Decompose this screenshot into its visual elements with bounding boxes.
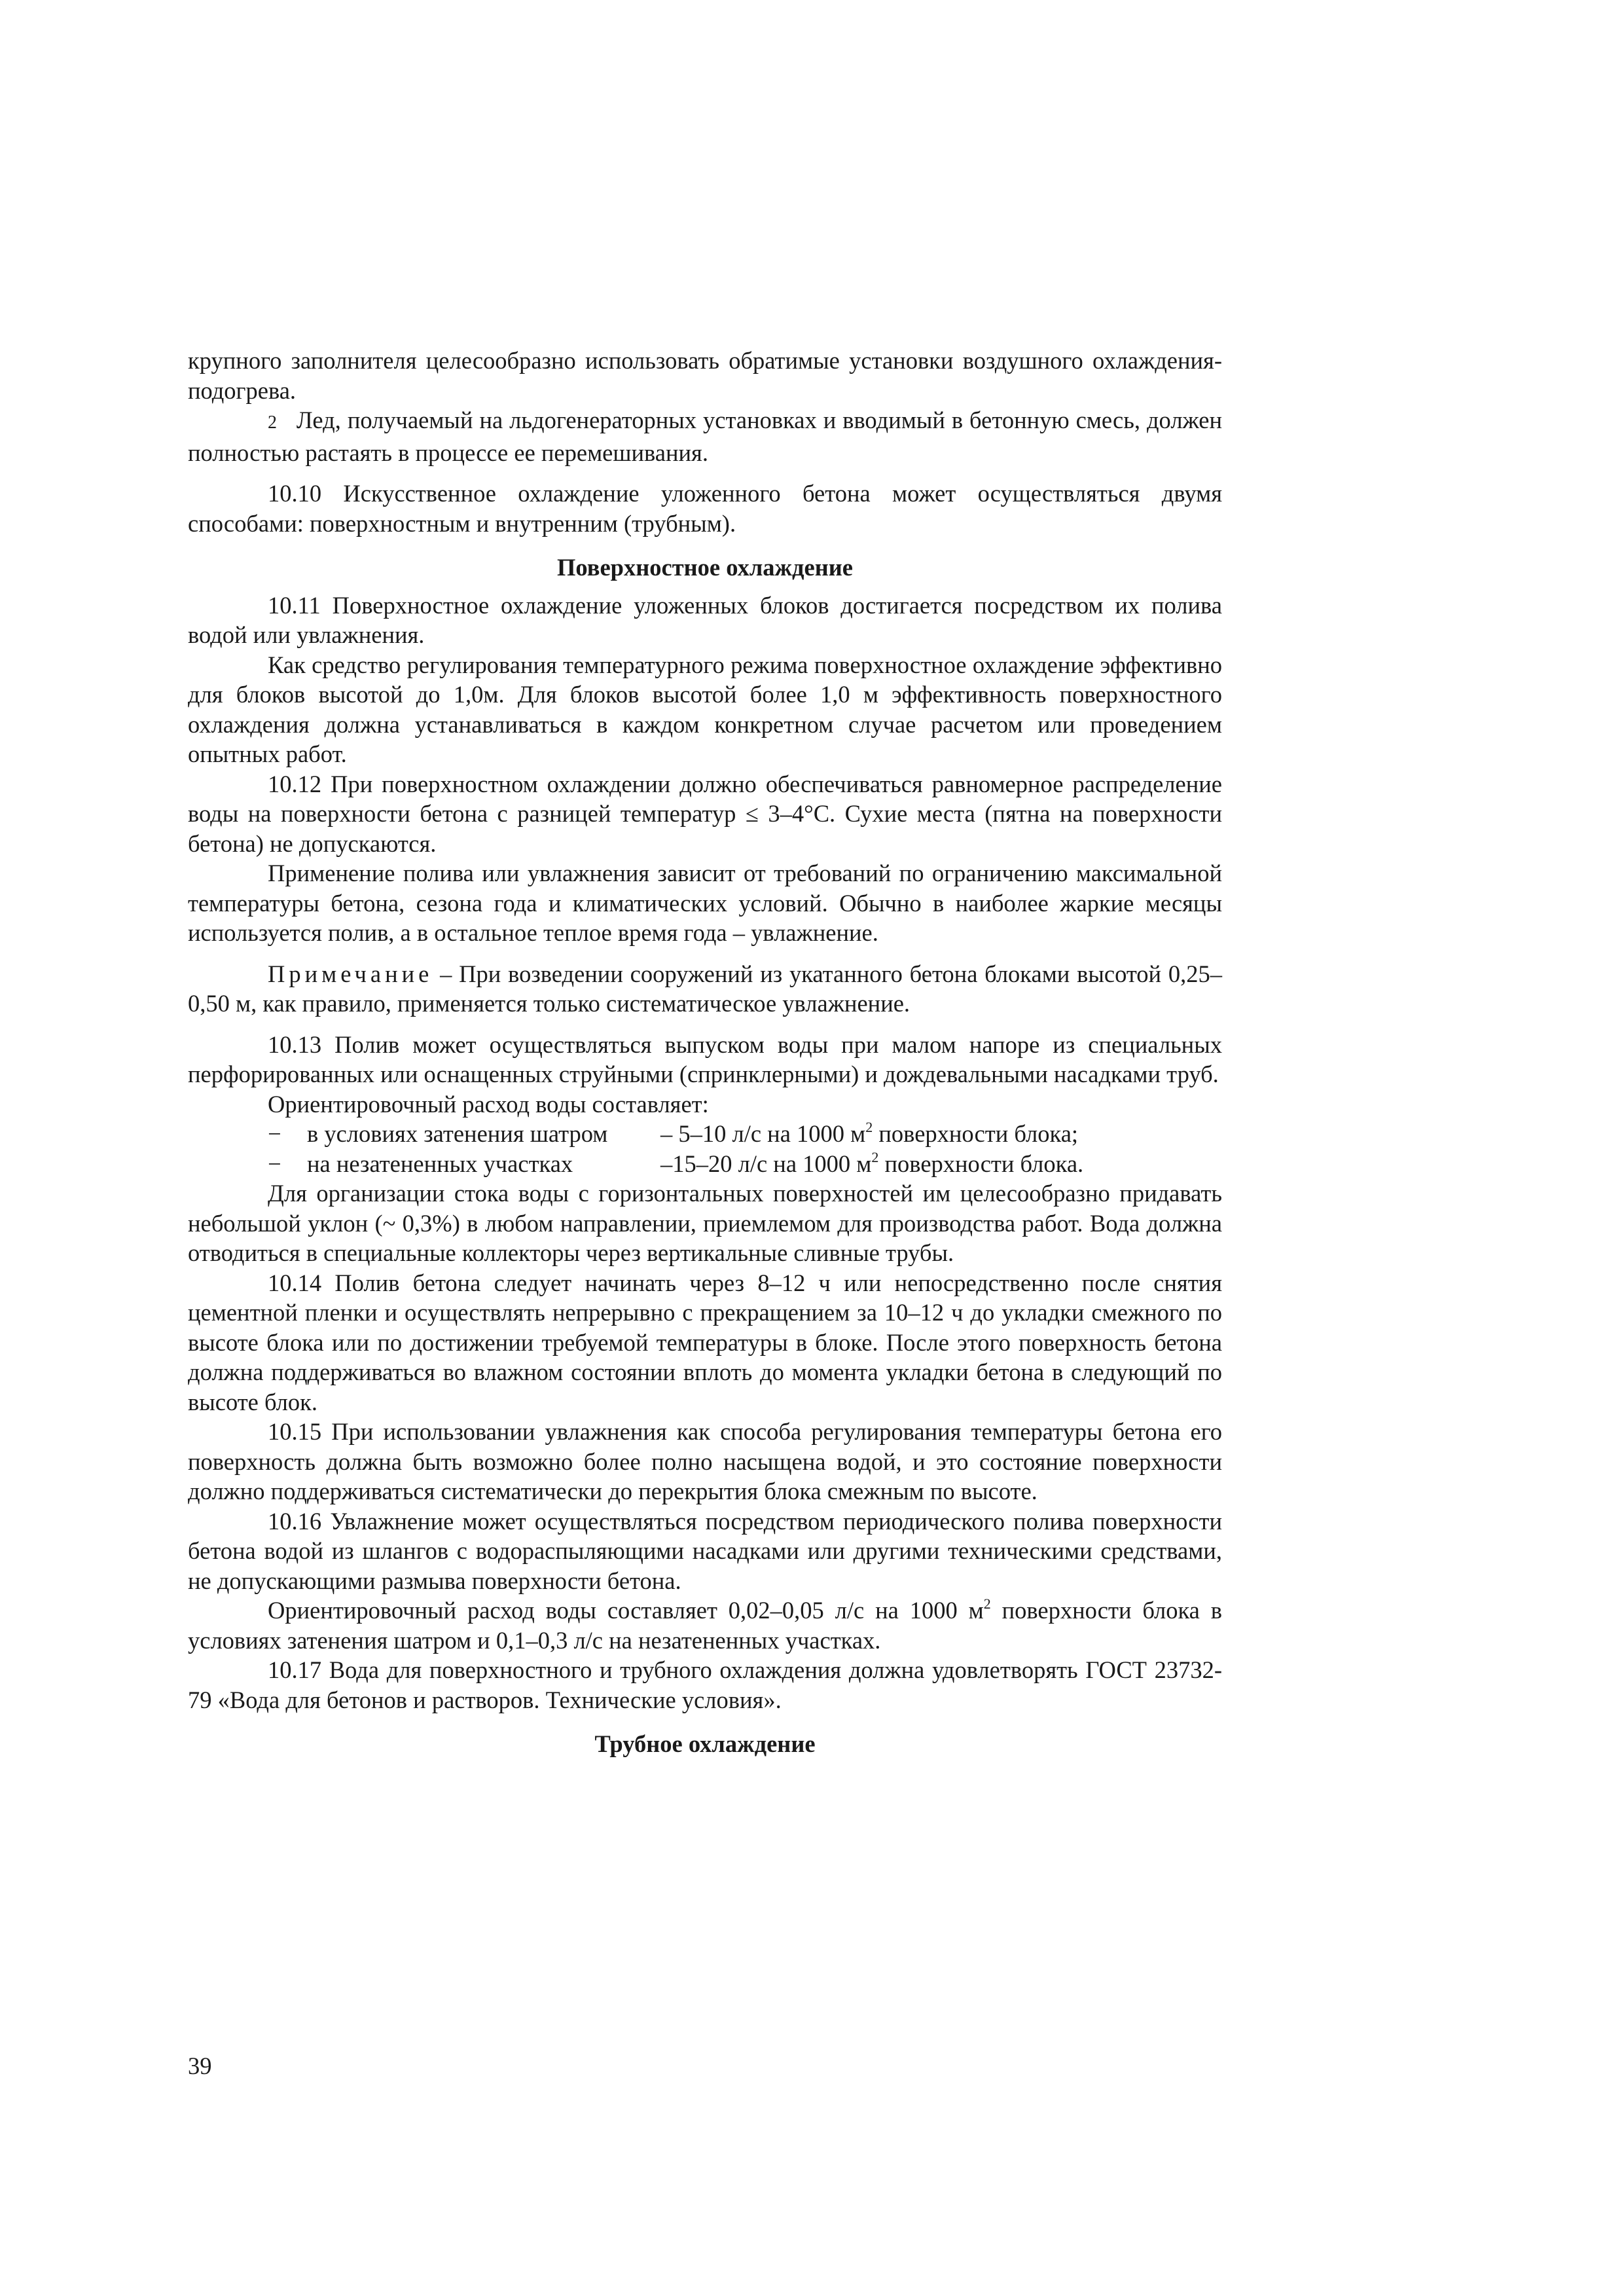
- paragraph: 10.14 Полив бетона следует начинать через 8–12 ч или непосредственно после снятия цементной пленки и осуществлять непрерывно с прекращением за 10–12 ч до укладки смежного по высоте блока или по достижении требуемой температуры в блоке. После этого поверхность бетона должна поддерживаться во влажном состоянии вплоть до момента укладки бетона в следующий по высоте блок.: [188, 1269, 1222, 1415]
- paragraph: крупного заполнителя целесообразно использовать обратимые установки воздушного охлаждения-подогрева.: [188, 347, 1222, 404]
- section-heading: Поверхностное охлаждение: [557, 554, 853, 581]
- paragraph: Ориентировочный расход воды составляет:: [268, 1090, 709, 1118]
- paragraph-text: поверхности блока в условиях затенения шатром и 0,1–0,3 л/с на незатененных участках.: [188, 1597, 1222, 1654]
- dash-marker: −: [268, 1120, 281, 1147]
- list-item: [188, 1119, 1222, 1149]
- section-heading: Трубное охлаждение: [594, 1730, 816, 1757]
- paragraph: Для организации стока воды с горизонтальных поверхностей им целесообразно придавать небольшой уклон (~ 0,3%) в любом направлении, приемлемом для производства работ. Вода должна отводиться в специальные коллекторы через вертикальные сливные трубы.: [188, 1180, 1222, 1266]
- list-item-label: на незатененных участках: [307, 1150, 573, 1177]
- paragraph: [188, 1595, 1222, 1655]
- note-label: Примечание: [268, 960, 433, 987]
- superscript: 2: [983, 1595, 991, 1612]
- note-text: – При возведении сооружений из укатанного бетона блоками высотой 0,25–0,50 м, как правило, применяется только систематическое увлажнение.: [188, 960, 1222, 1017]
- paragraph: [188, 405, 1222, 467]
- paragraph: 10.16 Увлажнение может осуществляться посредством периодического полива поверхности бетона водой из шлангов с водораспыляющими насадками или другими техническими средствами, не допускающими размыва поверхности бетона.: [188, 1507, 1222, 1594]
- list-item-value: [660, 1119, 1078, 1149]
- paragraph-text: Лед, получаемый на льдогенераторных установках и вводимый в бетонную смесь, должен полностью растаять в процессе ее перемешивания.: [188, 407, 1223, 466]
- paragraph: 10.15 При использовании увлажнения как способа регулирования температуры бетона его поверхность должна быть возможно более полно насыщена водой, и это состояние поверхности должно поддерживаться систематически до перекрытия блока смежным по высоте.: [188, 1418, 1222, 1504]
- paragraph: 10.10 Искусственное охлаждение уложенного бетона может осуществляться двумя способами: поверхностным и внутренним (трубным).: [188, 480, 1222, 537]
- paragraph-text: Ориентировочный расход воды составляет 0,02–0,05 л/с на 1000 м: [268, 1597, 984, 1624]
- rate-tail: поверхности блока.: [878, 1150, 1084, 1177]
- paragraph: 10.12 При поверхностном охлаждении должно обеспечиваться равномерное распределение воды на поверхности бетона с разницей температур ≤ 3–4°С. Сухие места (пятна на поверхности бетона) не допускаются.: [188, 770, 1222, 857]
- paragraph: Как средство регулирования температурного режима поверхностное охлаждение эффективно для блоков высотой до 1,0м. Для блоков высотой более 1,0 м эффективность поверхностного охлаждения должна устанавливаться в каждом конкретном случае расчетом или проведением опытных работ.: [188, 651, 1222, 767]
- list-number: 2: [268, 412, 277, 433]
- paragraph: 10.13 Полив может осуществляться выпуском воды при малом напоре из специальных перфорированных или оснащенных струйными (спринклерными) и дождевальными насадками труб.: [188, 1030, 1222, 1087]
- dash-marker: −: [268, 1150, 281, 1177]
- rate-tail: поверхности блока;: [873, 1120, 1079, 1147]
- note: [188, 959, 1222, 1019]
- superscript: 2: [871, 1148, 879, 1165]
- list-item-label: в условиях затенения шатром: [307, 1120, 608, 1147]
- page-body: [188, 346, 1222, 1767]
- list-item-value: [660, 1149, 1083, 1179]
- paragraph: 10.17 Вода для поверхностного и трубного охлаждения должна удовлетворять ГОСТ 23732-79 «Вода для бетонов и растворов. Технические условия».: [188, 1656, 1222, 1713]
- superscript: 2: [865, 1119, 873, 1135]
- paragraph: Применение полива или увлажнения зависит от требований по ограничению максимальной температуры бетона, сезона года и климатических условий. Обычно в наиболее жаркие месяцы используется полив, а в остальное теплое время года – увлажнение.: [188, 860, 1222, 946]
- rate-text: –15–20 л/с на 1000 м: [660, 1150, 872, 1177]
- rate-text: – 5–10 л/с на 1000 м: [660, 1120, 866, 1147]
- page-number: 39: [188, 2052, 212, 2079]
- list-item: [188, 1149, 1222, 1179]
- paragraph: 10.11 Поверхностное охлаждение уложенных блоков достигается посредством их полива водой или увлажнения.: [188, 591, 1222, 648]
